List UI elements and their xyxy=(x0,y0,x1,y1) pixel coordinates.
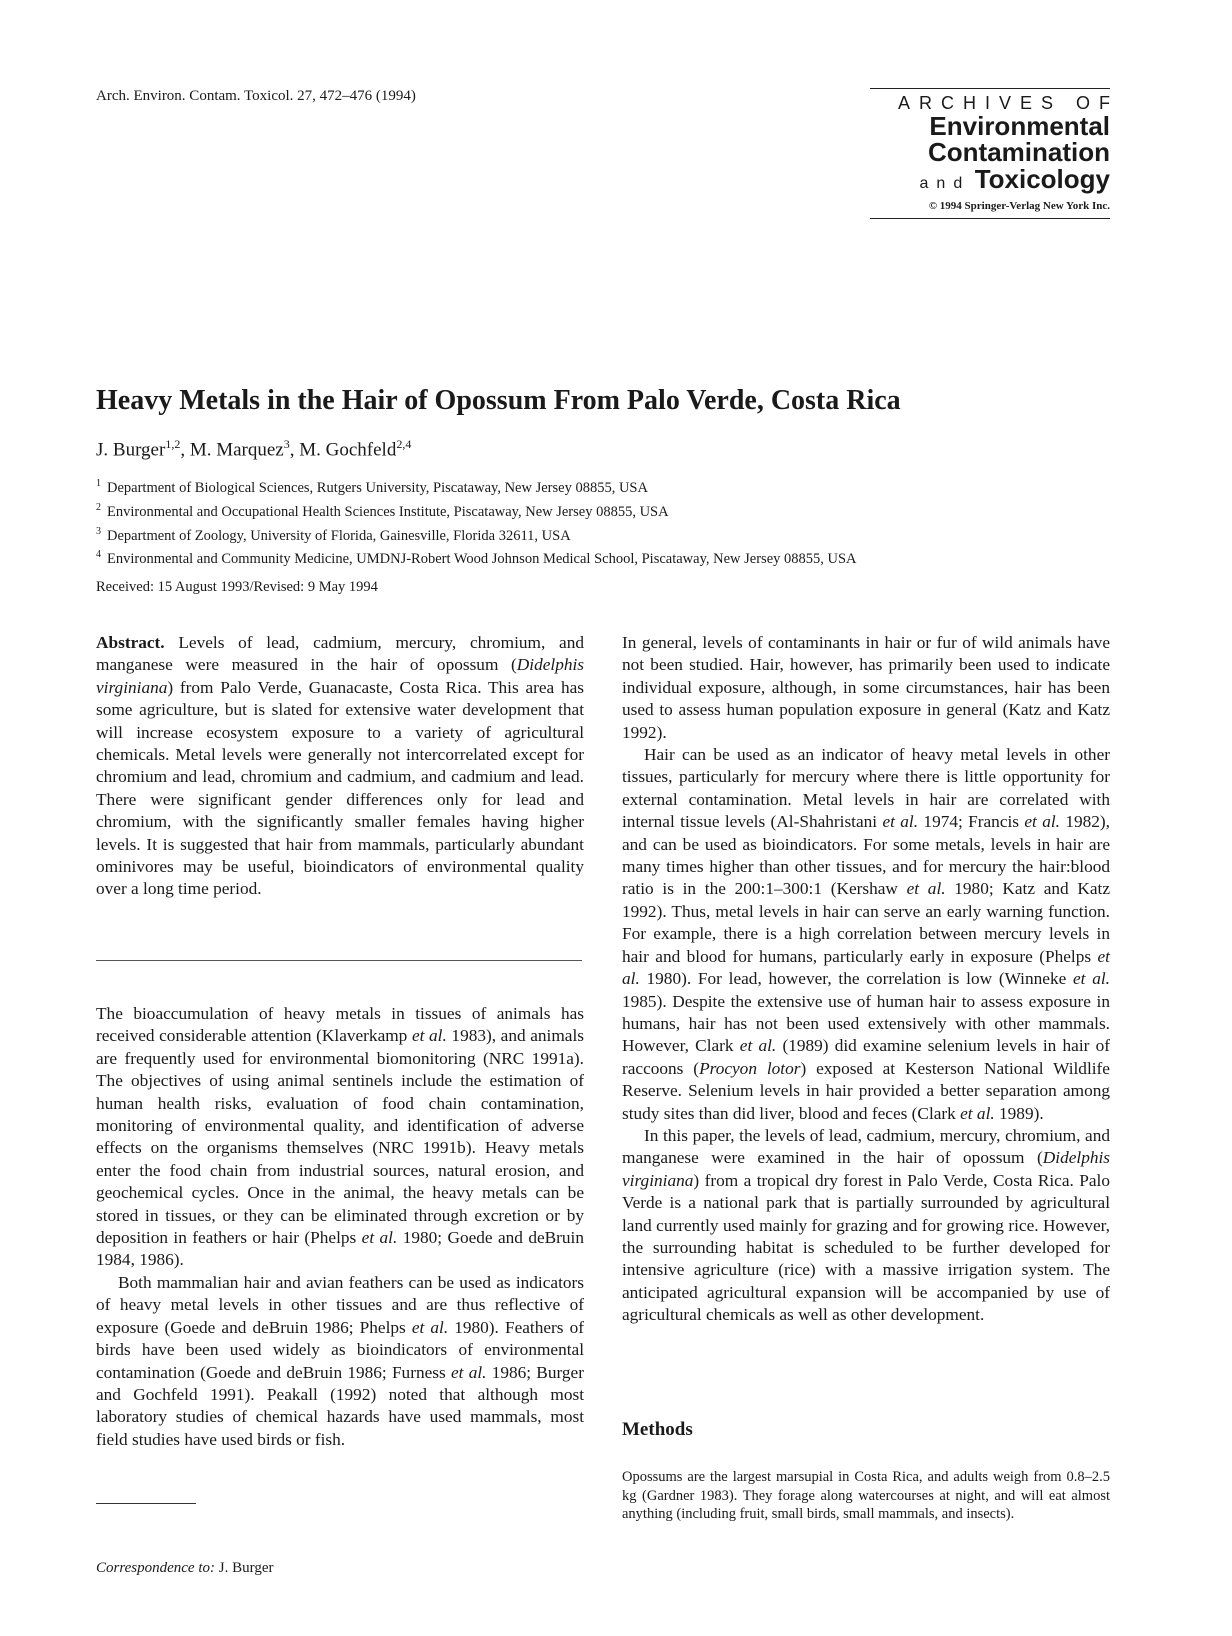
abstract-text: Levels of lead, cadmium, mercury, chromium, and manganese were measured in the hair of opossum ( xyxy=(96,633,584,675)
et-al: et al. xyxy=(1024,812,1060,832)
intro-left-column xyxy=(96,1003,584,1451)
et-al: et al. xyxy=(739,1036,777,1056)
et-al: et al. xyxy=(411,1317,449,1337)
author-affiliation-mark: 2,4 xyxy=(396,437,412,451)
author-affiliation-mark: 1,2 xyxy=(165,437,181,451)
author-separator: , xyxy=(180,439,190,461)
intro-right-column xyxy=(622,632,1110,1327)
author-separator: , xyxy=(289,439,300,461)
masthead-and: and xyxy=(919,175,971,192)
correspondence xyxy=(96,1560,274,1577)
text: 1986; Burger and Gochfeld 1991). Peakall (1992) noted that although most laboratory studies of chemical hazards have used mammals, most field studies have used birds or fish. xyxy=(96,1362,584,1449)
text: Hair can be used as an indicator of heavy metal levels in other tissues, particularly for mercury where there is little opportunity for external contamination. Metal levels in hair are correlated with internal tissue levels (Al-Shahristani xyxy=(622,745,1110,832)
text: 1974; Francis xyxy=(918,812,1025,832)
masthead-environmental: Environmental xyxy=(929,111,1110,141)
text: 1982), and can be used as bioindicators. For some metals, levels in hair are many times higher than other tissues, and for mercury the hair:blood ratio is in the 200:1–300:1 (Kershaw xyxy=(622,812,1110,899)
author-name: M. Marquez xyxy=(189,439,284,461)
text: 1980). For lead, however, the correlation is low (Winneke xyxy=(639,969,1074,989)
affiliation-number: 4 xyxy=(96,549,101,561)
species-name: Didelphis virginiana xyxy=(622,1148,1110,1190)
affiliation-item xyxy=(96,522,857,546)
author-name: J. Burger xyxy=(96,439,166,461)
text: 1983), and animals are frequently used for environmental biomonitoring (NRC 1991a). The objectives of using animal sentinels include the estimation of human health risks, evaluation of food chain contamination, monitoring of environmental quality, and identification of adverse effects on the organisms themselves (NRC 1991b). Heavy metals enter the food chain from industrial sources, natural erosion, and geochemical cycles. Once in the animal, the heavy metals can be stored in tissues, or they can be eliminated through excretion or by deposition in feathers or hair (Phelps xyxy=(96,1026,584,1248)
received-dates: Received: 15 August 1993/Revised: 9 May 1994 xyxy=(96,579,378,595)
paragraph xyxy=(622,744,1110,1125)
et-al: et al. xyxy=(361,1228,398,1248)
paragraph: In general, levels of contaminants in hair or fur of wild animals have not been studied. Hair, however, has primarily been used to indicate individual exposure, although, in some circumstances, hair has been used to assess human population exposure in general (Katz and Katz 1992). xyxy=(622,633,1110,742)
masthead-contamination: Contamination xyxy=(928,137,1110,167)
et-al: et al. xyxy=(1073,969,1111,989)
paragraph xyxy=(96,1272,584,1451)
affiliation-text: Department of Biological Sciences, Rutgers University, Piscataway, New Jersey 08855, USA xyxy=(107,479,648,496)
affiliation-item xyxy=(96,498,857,522)
text: ) exposed at Kesterson National Wildlife Reserve. Selenium levels in hair provided a better separation among study sites than did liver, blood and feces (Clark xyxy=(622,1058,1110,1123)
author-list xyxy=(96,437,411,461)
author-affiliation-mark: 3 xyxy=(283,437,290,451)
masthead-archives-of: ARCHIVES OF xyxy=(897,93,1119,113)
affiliation-text: Department of Zoology, University of Florida, Gainesville, Florida 32611, USA xyxy=(107,527,571,544)
text: 1980). Feathers of birds have been used widely as bioindicators of environmental contamination (Goede and deBruin 1986; Furness xyxy=(96,1317,584,1382)
methods-text xyxy=(622,1468,1110,1524)
paragraph xyxy=(622,1125,1110,1327)
correspondence-label: Correspondence to: xyxy=(96,1560,216,1576)
text: The bioaccumulation of heavy metals in tissues of animals has received considerable attention (Klaverkamp xyxy=(96,1004,584,1046)
et-al: et al. xyxy=(411,1026,447,1046)
author-name: M. Gochfeld xyxy=(299,439,397,461)
text: Both mammalian hair and avian feathers can be used as indicators of heavy metal levels in other tissues and are thus reflective of exposure (Goede and deBruin 1986; Phelps xyxy=(96,1272,584,1337)
affiliation-text: Environmental and Community Medicine, UMDNJ-Robert Wood Johnson Medical School, Piscataway, New Jersey 08855, USA xyxy=(107,551,857,568)
affiliation-item xyxy=(96,545,857,569)
journal-citation: Arch. Environ. Contam. Toxicol. 27, 472–476 (1994) xyxy=(96,88,416,104)
masthead-copyright: © 1994 Springer-Verlag New York Inc. xyxy=(928,200,1110,212)
text: 1980; Goede and deBruin 1984, 1986). xyxy=(96,1228,584,1270)
abstract-label: Abstract. xyxy=(96,633,165,652)
affiliation-list xyxy=(96,474,857,569)
affiliation-number: 2 xyxy=(96,501,101,513)
affiliation-number: 1 xyxy=(96,478,101,489)
species-name: Procyon lotor xyxy=(699,1058,801,1078)
et-al: et al. xyxy=(622,946,1110,989)
et-al: et al. xyxy=(960,1103,995,1123)
article-title: Heavy Metals in the Hair of Opossum From Palo Verde, Costa Rica xyxy=(96,385,901,416)
et-al: et al. xyxy=(906,879,946,899)
affiliation-number: 3 xyxy=(96,525,101,537)
paragraph: Opossums are the largest marsupial in Costa Rica, and adults weigh from 0.8–2.5 kg (Gardner 1983). They forage along watercourses at night, and will eat almost anything (including fruit, small birds, small mammals, and insects). xyxy=(622,1469,1110,1522)
text: 1985). Despite the extensive use of human hair to assess exposure in humans, hair has not been used extensively with other mammals. However, Clark xyxy=(622,991,1110,1056)
masthead-toxicology: Toxicology xyxy=(974,164,1110,194)
et-al: et al. xyxy=(450,1362,487,1382)
correspondence-name: J. Burger xyxy=(215,1560,274,1576)
affiliation-item xyxy=(96,474,857,498)
species-name: Didelphis virginiana xyxy=(96,655,584,697)
text: 1989). xyxy=(994,1103,1044,1123)
masthead-and-toxicology xyxy=(870,165,1110,198)
abstract-divider xyxy=(96,960,582,961)
journal-masthead xyxy=(870,88,1119,219)
footnote-divider xyxy=(96,1503,196,1504)
abstract xyxy=(96,632,584,901)
abstract-text: ) from Palo Verde, Guanacaste, Costa Rica. This area has some agriculture, but is slated for extensive water development that will increase ecosystem exposure to a variety of agricultural chemicals. Metal levels were generally not intercorrelated except for chromium and lead, chromium and cadmium, and cadmium and lead. There were significant gender differences only for lead and chromium, with the significantly smaller females having higher levels. It is suggested that hair from mammals, particularly abundant ominivores may be useful, bioindicators of environmental quality over a long time period. xyxy=(96,677,584,899)
et-al: et al. xyxy=(882,812,919,832)
affiliation-text: Environmental and Occupational Health Sciences Institute, Piscataway, New Jersey 08855, USA xyxy=(107,503,669,520)
text: ) from a tropical dry forest in Palo Verde, Costa Rica. Palo Verde is a national park that is partially surrounded by agricultural land currently used mainly for grazing and for growing rice. However, the surrounding habitat is scheduled to be further developed for intensive agriculture (rice) with a massive irrigation system. The anticipated agricultural expansion will be accompanied by use of agricultural chemicals as well as other development. xyxy=(622,1170,1110,1325)
text: In this paper, the levels of lead, cadmium, mercury, chromium, and manganese were examined in the hair of opossum ( xyxy=(622,1125,1110,1168)
paragraph xyxy=(96,1003,584,1272)
text: 1980; Katz and Katz 1992). Thus, metal levels in hair can serve an early warning function. For example, there is a high correlation between mercury levels in hair and blood for humans, particularly early in exposure (Phelps xyxy=(622,879,1110,966)
text: (1989) did examine selenium levels in hair of raccoons ( xyxy=(622,1036,1110,1078)
methods-heading: Methods xyxy=(622,1419,693,1440)
